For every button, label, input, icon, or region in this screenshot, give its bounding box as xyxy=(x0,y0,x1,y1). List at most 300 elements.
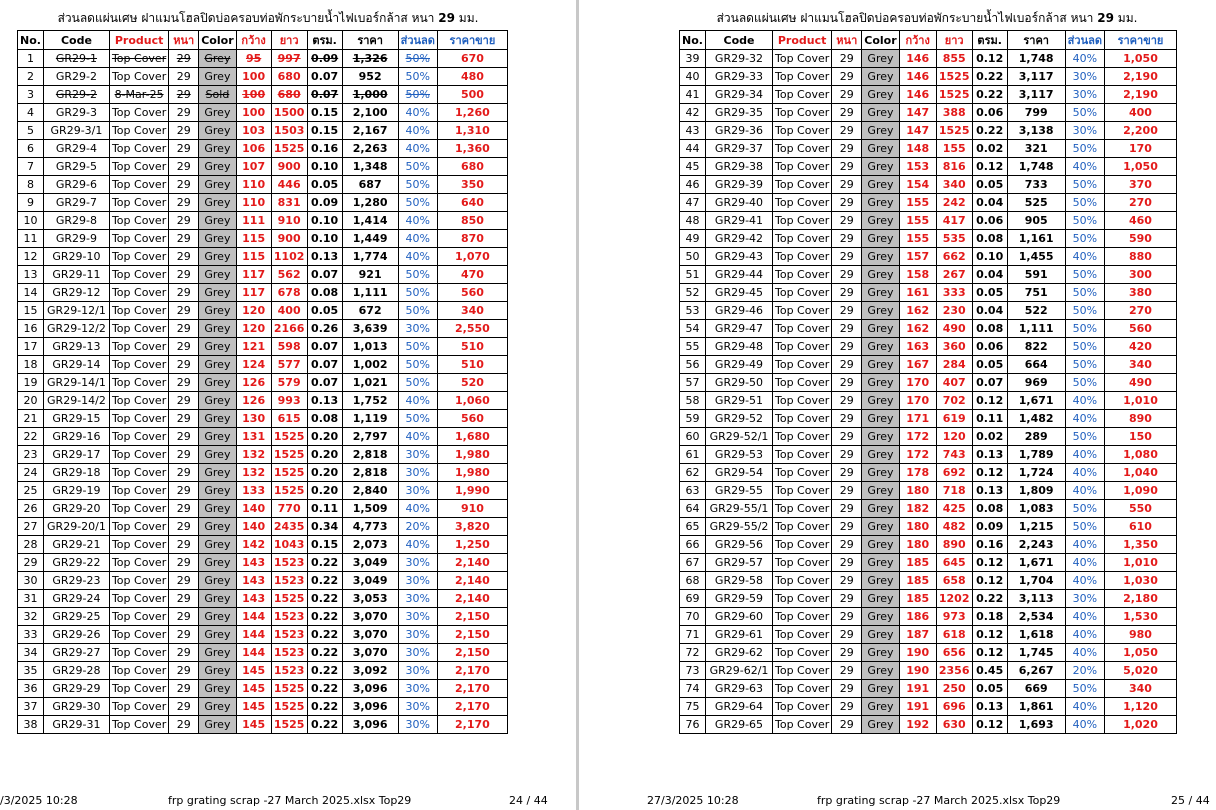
table-row xyxy=(18,392,508,410)
table-row xyxy=(680,356,1177,374)
cell-product: Top Cover xyxy=(773,554,832,572)
cell-discount: 40% xyxy=(1065,446,1104,464)
cell-discount: 50% xyxy=(1065,176,1104,194)
cell-sell-price: 2,150 xyxy=(437,644,507,662)
table-row xyxy=(18,230,508,248)
cell-width: 163 xyxy=(899,338,936,356)
cell-price: 799 xyxy=(1007,104,1065,122)
cell-product: Top Cover xyxy=(773,302,832,320)
table-row xyxy=(18,68,508,86)
cell-thickness: 29 xyxy=(169,392,199,410)
cell-length: 696 xyxy=(936,698,972,716)
cell-no: 46 xyxy=(680,176,706,194)
footer-filename: frp grating scrap -27 March 2025.xlsx Top29 xyxy=(168,794,412,807)
cell-code: GR29-49 xyxy=(706,356,773,374)
cell-sell-price: 1,020 xyxy=(1104,716,1176,734)
cell-thickness: 29 xyxy=(169,554,199,572)
cell-price: 3,117 xyxy=(1007,68,1065,86)
cell-no: 61 xyxy=(680,446,706,464)
cell-sqm: 0.05 xyxy=(972,680,1007,698)
cell-price: 1,455 xyxy=(1007,248,1065,266)
cell-sqm: 0.05 xyxy=(972,176,1007,194)
cell-sqm: 0.22 xyxy=(307,662,342,680)
cell-product: Top Cover xyxy=(109,608,168,626)
cell-code: GR29-31 xyxy=(43,716,109,734)
cell-product: Top Cover xyxy=(773,374,832,392)
cell-discount: 50% xyxy=(1065,374,1104,392)
cell-length: 678 xyxy=(271,284,307,302)
table-row xyxy=(680,302,1177,320)
cell-product: Top Cover xyxy=(773,446,832,464)
cell-discount: 30% xyxy=(398,320,437,338)
cell-discount: 40% xyxy=(1065,554,1104,572)
cell-code: GR29-2 xyxy=(43,68,109,86)
cell-product: Top Cover xyxy=(773,590,832,608)
cell-price: 2,818 xyxy=(342,464,398,482)
cell-price: 1,348 xyxy=(342,158,398,176)
col-header-length: ยาว xyxy=(936,31,972,50)
table-row xyxy=(18,428,508,446)
table-row xyxy=(18,590,508,608)
cell-price: 3,096 xyxy=(342,716,398,734)
cell-sqm: 0.22 xyxy=(307,626,342,644)
cell-discount: 50% xyxy=(1065,104,1104,122)
cell-no: 50 xyxy=(680,248,706,266)
cell-sell-price: 1,090 xyxy=(1104,482,1176,500)
cell-discount: 40% xyxy=(1065,572,1104,590)
cell-width: 192 xyxy=(899,716,936,734)
table-row xyxy=(18,482,508,500)
cell-price: 1,083 xyxy=(1007,500,1065,518)
cell-color: Sold xyxy=(199,86,236,104)
cell-no: 54 xyxy=(680,320,706,338)
cell-no: 60 xyxy=(680,428,706,446)
table-row xyxy=(680,50,1177,68)
cell-discount: 50% xyxy=(398,50,437,68)
cell-price: 3,117 xyxy=(1007,86,1065,104)
cell-sell-price: 560 xyxy=(1104,320,1176,338)
col-header-width: กว้าง xyxy=(899,31,936,50)
cell-sqm: 0.06 xyxy=(972,338,1007,356)
cell-discount: 50% xyxy=(1065,284,1104,302)
cell-product: Top Cover xyxy=(109,644,168,662)
cell-price: 1,618 xyxy=(1007,626,1065,644)
cell-width: 120 xyxy=(236,320,271,338)
cell-thickness: 29 xyxy=(832,302,862,320)
cell-sqm: 0.22 xyxy=(307,716,342,734)
table-row xyxy=(680,590,1177,608)
cell-discount: 30% xyxy=(398,590,437,608)
cell-code: GR29-55 xyxy=(706,482,773,500)
table-row xyxy=(680,212,1177,230)
cell-discount: 50% xyxy=(398,302,437,320)
cell-length: 1523 xyxy=(271,626,307,644)
cell-sell-price: 2,170 xyxy=(437,680,507,698)
cell-sqm: 0.07 xyxy=(307,68,342,86)
cell-color: Grey xyxy=(199,302,236,320)
table-row xyxy=(18,464,508,482)
cell-length: 535 xyxy=(936,230,972,248)
cell-product: Top Cover xyxy=(109,680,168,698)
cell-discount: 50% xyxy=(1065,266,1104,284)
cell-thickness: 29 xyxy=(832,428,862,446)
cell-sqm: 0.22 xyxy=(307,680,342,698)
cell-color: Grey xyxy=(862,212,899,230)
cell-discount: 40% xyxy=(398,500,437,518)
col-header-width: กว้าง xyxy=(236,31,271,50)
cell-length: 1525 xyxy=(271,446,307,464)
table-row xyxy=(680,104,1177,122)
cell-discount: 50% xyxy=(1065,230,1104,248)
cell-discount: 40% xyxy=(1065,158,1104,176)
cell-sell-price: 910 xyxy=(437,500,507,518)
cell-code: GR29-53 xyxy=(706,446,773,464)
cell-width: 133 xyxy=(236,482,271,500)
cell-product: Top Cover xyxy=(773,122,832,140)
cell-thickness: 29 xyxy=(832,248,862,266)
cell-product: Top Cover xyxy=(773,482,832,500)
cell-no: 74 xyxy=(680,680,706,698)
cell-width: 180 xyxy=(899,482,936,500)
cell-sell-price: 370 xyxy=(1104,176,1176,194)
cell-price: 1,789 xyxy=(1007,446,1065,464)
cell-length: 490 xyxy=(936,320,972,338)
table-row xyxy=(18,320,508,338)
cell-thickness: 29 xyxy=(832,680,862,698)
cell-color: Grey xyxy=(862,662,899,680)
cell-price: 3,096 xyxy=(342,698,398,716)
cell-product: Top Cover xyxy=(109,716,168,734)
cell-product: Top Cover xyxy=(109,518,168,536)
cell-sell-price: 880 xyxy=(1104,248,1176,266)
cell-color: Grey xyxy=(199,122,236,140)
cell-no: 72 xyxy=(680,644,706,662)
cell-sell-price: 150 xyxy=(1104,428,1176,446)
cell-price: 591 xyxy=(1007,266,1065,284)
cell-price: 1,745 xyxy=(1007,644,1065,662)
cell-color: Grey xyxy=(199,590,236,608)
cell-no: 73 xyxy=(680,662,706,680)
cell-product: Top Cover xyxy=(109,392,168,410)
cell-product: Top Cover xyxy=(109,698,168,716)
cell-code: GR29-41 xyxy=(706,212,773,230)
table-row xyxy=(18,410,508,428)
cell-discount: 50% xyxy=(398,86,437,104)
cell-color: Grey xyxy=(199,680,236,698)
cell-code: GR29-19 xyxy=(43,482,109,500)
cell-product: Top Cover xyxy=(773,716,832,734)
cell-no: 4 xyxy=(18,104,44,122)
cell-thickness: 29 xyxy=(832,176,862,194)
cell-length: 1525 xyxy=(271,698,307,716)
cell-thickness: 29 xyxy=(832,536,862,554)
cell-no: 62 xyxy=(680,464,706,482)
footer-datetime: 27/3/2025 10:28 xyxy=(647,794,739,807)
cell-code: GR29-44 xyxy=(706,266,773,284)
cell-sell-price: 1,030 xyxy=(1104,572,1176,590)
cell-product: Top Cover xyxy=(109,284,168,302)
table-row xyxy=(680,392,1177,410)
col-header-length: ยาว xyxy=(271,31,307,50)
cell-no: 12 xyxy=(18,248,44,266)
cell-width: 144 xyxy=(236,626,271,644)
cell-code: GR29-16 xyxy=(43,428,109,446)
cell-no: 2 xyxy=(18,68,44,86)
cell-sell-price: 1,260 xyxy=(437,104,507,122)
cell-width: 191 xyxy=(899,680,936,698)
cell-width: 107 xyxy=(236,158,271,176)
cell-code: GR29-38 xyxy=(706,158,773,176)
cell-code: GR29-59 xyxy=(706,590,773,608)
cell-sell-price: 340 xyxy=(1104,680,1176,698)
cell-thickness: 29 xyxy=(832,554,862,572)
cell-price: 289 xyxy=(1007,428,1065,446)
cell-price: 1,161 xyxy=(1007,230,1065,248)
table-row xyxy=(680,680,1177,698)
cell-color: Grey xyxy=(862,608,899,626)
cell-thickness: 29 xyxy=(169,338,199,356)
table-row xyxy=(18,176,508,194)
cell-width: 170 xyxy=(899,392,936,410)
cell-no: 42 xyxy=(680,104,706,122)
cell-no: 1 xyxy=(18,50,44,68)
cell-length: 831 xyxy=(271,194,307,212)
cell-color: Grey xyxy=(199,320,236,338)
cell-color: Grey xyxy=(862,518,899,536)
cell-sell-price: 340 xyxy=(1104,356,1176,374)
cell-code: GR29-39 xyxy=(706,176,773,194)
cell-product: Top Cover xyxy=(773,662,832,680)
cell-product: Top Cover xyxy=(773,284,832,302)
cell-thickness: 29 xyxy=(832,68,862,86)
cell-length: 2356 xyxy=(936,662,972,680)
cell-thickness: 29 xyxy=(169,482,199,500)
cell-sqm: 0.34 xyxy=(307,518,342,536)
cell-sqm: 0.07 xyxy=(307,86,342,104)
table-row xyxy=(18,266,508,284)
col-header-thickness: หนา xyxy=(832,31,862,50)
cell-color: Grey xyxy=(199,554,236,572)
cell-code: GR29-34 xyxy=(706,86,773,104)
table-row xyxy=(680,68,1177,86)
cell-product: Top Cover xyxy=(773,572,832,590)
cell-thickness: 29 xyxy=(169,104,199,122)
cell-length: 1503 xyxy=(271,122,307,140)
cell-price: 1,752 xyxy=(342,392,398,410)
cell-sell-price: 2,190 xyxy=(1104,68,1176,86)
cell-sell-price: 400 xyxy=(1104,104,1176,122)
cell-product: Top Cover xyxy=(109,590,168,608)
cell-sell-price: 2,150 xyxy=(437,626,507,644)
table-row xyxy=(680,320,1177,338)
cell-product: Top Cover xyxy=(773,464,832,482)
cell-width: 106 xyxy=(236,140,271,158)
cell-no: 7 xyxy=(18,158,44,176)
col-header-price: ราคา xyxy=(342,31,398,50)
cell-no: 76 xyxy=(680,716,706,734)
cell-length: 1525 xyxy=(271,680,307,698)
cell-no: 25 xyxy=(18,482,44,500)
cell-thickness: 29 xyxy=(832,284,862,302)
cell-thickness: 29 xyxy=(832,608,862,626)
cell-no: 69 xyxy=(680,590,706,608)
cell-price: 2,167 xyxy=(342,122,398,140)
cell-sqm: 0.07 xyxy=(307,356,342,374)
cell-discount: 50% xyxy=(1065,680,1104,698)
cell-no: 21 xyxy=(18,410,44,428)
cell-code: GR29-12/2 xyxy=(43,320,109,338)
cell-sell-price: 2,170 xyxy=(437,698,507,716)
cell-sqm: 0.26 xyxy=(307,320,342,338)
cell-code: GR29-27 xyxy=(43,644,109,662)
cell-sqm: 0.20 xyxy=(307,464,342,482)
cell-no: 64 xyxy=(680,500,706,518)
cell-color: Grey xyxy=(199,248,236,266)
cell-code: GR29-17 xyxy=(43,446,109,464)
cell-price: 1,280 xyxy=(342,194,398,212)
cell-product: Top Cover xyxy=(773,500,832,518)
col-header-no: No. xyxy=(18,31,44,50)
cell-sell-price: 480 xyxy=(437,68,507,86)
cell-sqm: 0.10 xyxy=(307,230,342,248)
col-header-product: Product xyxy=(109,31,168,50)
cell-discount: 50% xyxy=(1065,518,1104,536)
cell-product: Top Cover xyxy=(109,122,168,140)
cell-discount: 40% xyxy=(1065,716,1104,734)
cell-sqm: 0.22 xyxy=(972,68,1007,86)
cell-sell-price: 1,040 xyxy=(1104,464,1176,482)
cell-discount: 40% xyxy=(398,248,437,266)
cell-length: 1525 xyxy=(271,716,307,734)
cell-sell-price: 560 xyxy=(437,410,507,428)
cell-no: 41 xyxy=(680,86,706,104)
cell-color: Grey xyxy=(862,68,899,86)
cell-sell-price: 2,150 xyxy=(437,608,507,626)
cell-length: 446 xyxy=(271,176,307,194)
table-row xyxy=(680,140,1177,158)
table-row xyxy=(18,698,508,716)
table-row xyxy=(18,518,508,536)
cell-length: 400 xyxy=(271,302,307,320)
cell-sqm: 0.15 xyxy=(307,122,342,140)
cell-color: Grey xyxy=(862,230,899,248)
cell-product: Top Cover xyxy=(109,428,168,446)
col-header-code: Code xyxy=(43,31,109,50)
cell-price: 3,639 xyxy=(342,320,398,338)
cell-sell-price: 610 xyxy=(1104,518,1176,536)
cell-discount: 40% xyxy=(398,230,437,248)
cell-code: GR29-48 xyxy=(706,338,773,356)
cell-thickness: 29 xyxy=(169,248,199,266)
cell-length: 619 xyxy=(936,410,972,428)
cell-color: Grey xyxy=(862,464,899,482)
table-row xyxy=(680,122,1177,140)
cell-no: 27 xyxy=(18,518,44,536)
cell-width: 103 xyxy=(236,122,271,140)
table-header-row xyxy=(680,31,1177,50)
cell-length: 2435 xyxy=(271,518,307,536)
cell-product: Top Cover xyxy=(773,140,832,158)
cell-width: 100 xyxy=(236,86,271,104)
cell-code: GR29-45 xyxy=(706,284,773,302)
cell-length: 120 xyxy=(936,428,972,446)
cell-sqm: 0.22 xyxy=(307,644,342,662)
cell-sell-price: 520 xyxy=(437,374,507,392)
table-row xyxy=(18,644,508,662)
cell-sqm: 0.11 xyxy=(307,500,342,518)
cell-product: Top Cover xyxy=(109,140,168,158)
cell-discount: 30% xyxy=(398,626,437,644)
cell-thickness: 29 xyxy=(832,122,862,140)
cell-price: 905 xyxy=(1007,212,1065,230)
cell-no: 5 xyxy=(18,122,44,140)
footer-filename: frp grating scrap -27 March 2025.xlsx Top29 xyxy=(817,794,1061,807)
cell-no: 68 xyxy=(680,572,706,590)
cell-sell-price: 1,010 xyxy=(1104,392,1176,410)
cell-width: 158 xyxy=(899,266,936,284)
cell-discount: 30% xyxy=(1065,68,1104,86)
cell-sqm: 0.16 xyxy=(972,536,1007,554)
cell-price: 687 xyxy=(342,176,398,194)
cell-price: 1,111 xyxy=(1007,320,1065,338)
cell-code: GR29-58 xyxy=(706,572,773,590)
cell-color: Grey xyxy=(199,410,236,428)
table-row xyxy=(18,572,508,590)
cell-no: 44 xyxy=(680,140,706,158)
table-row xyxy=(18,302,508,320)
table-row xyxy=(680,158,1177,176)
cell-no: 59 xyxy=(680,410,706,428)
cell-sell-price: 2,140 xyxy=(437,572,507,590)
cell-thickness: 29 xyxy=(169,266,199,284)
cell-sqm: 0.13 xyxy=(307,248,342,266)
cell-no: 10 xyxy=(18,212,44,230)
cell-width: 117 xyxy=(236,284,271,302)
cell-sell-price: 3,820 xyxy=(437,518,507,536)
cell-sell-price: 1,680 xyxy=(437,428,507,446)
cell-color: Grey xyxy=(862,590,899,608)
cell-discount: 50% xyxy=(398,356,437,374)
cell-color: Grey xyxy=(199,464,236,482)
cell-price: 1,021 xyxy=(342,374,398,392)
cell-length: 1043 xyxy=(271,536,307,554)
cell-thickness: 29 xyxy=(832,644,862,662)
cell-discount: 30% xyxy=(1065,86,1104,104)
cell-thickness: 29 xyxy=(832,158,862,176)
cell-product: Top Cover xyxy=(109,356,168,374)
cell-sqm: 0.22 xyxy=(972,590,1007,608)
cell-no: 39 xyxy=(680,50,706,68)
table-row xyxy=(680,698,1177,716)
table-row xyxy=(18,554,508,572)
table-row xyxy=(680,518,1177,536)
cell-color: Grey xyxy=(862,446,899,464)
cell-product: Top Cover xyxy=(773,644,832,662)
cell-sqm: 0.12 xyxy=(972,554,1007,572)
cell-sell-price: 2,200 xyxy=(1104,122,1176,140)
cell-product: Top Cover xyxy=(773,392,832,410)
cell-color: Grey xyxy=(862,266,899,284)
cell-sqm: 0.22 xyxy=(307,608,342,626)
cell-width: 185 xyxy=(899,590,936,608)
cell-sell-price: 1,050 xyxy=(1104,644,1176,662)
cell-code: GR29-18 xyxy=(43,464,109,482)
cell-price: 2,534 xyxy=(1007,608,1065,626)
cell-code: GR29-36 xyxy=(706,122,773,140)
cell-thickness: 29 xyxy=(169,644,199,662)
cell-length: 900 xyxy=(271,230,307,248)
cell-price: 2,073 xyxy=(342,536,398,554)
